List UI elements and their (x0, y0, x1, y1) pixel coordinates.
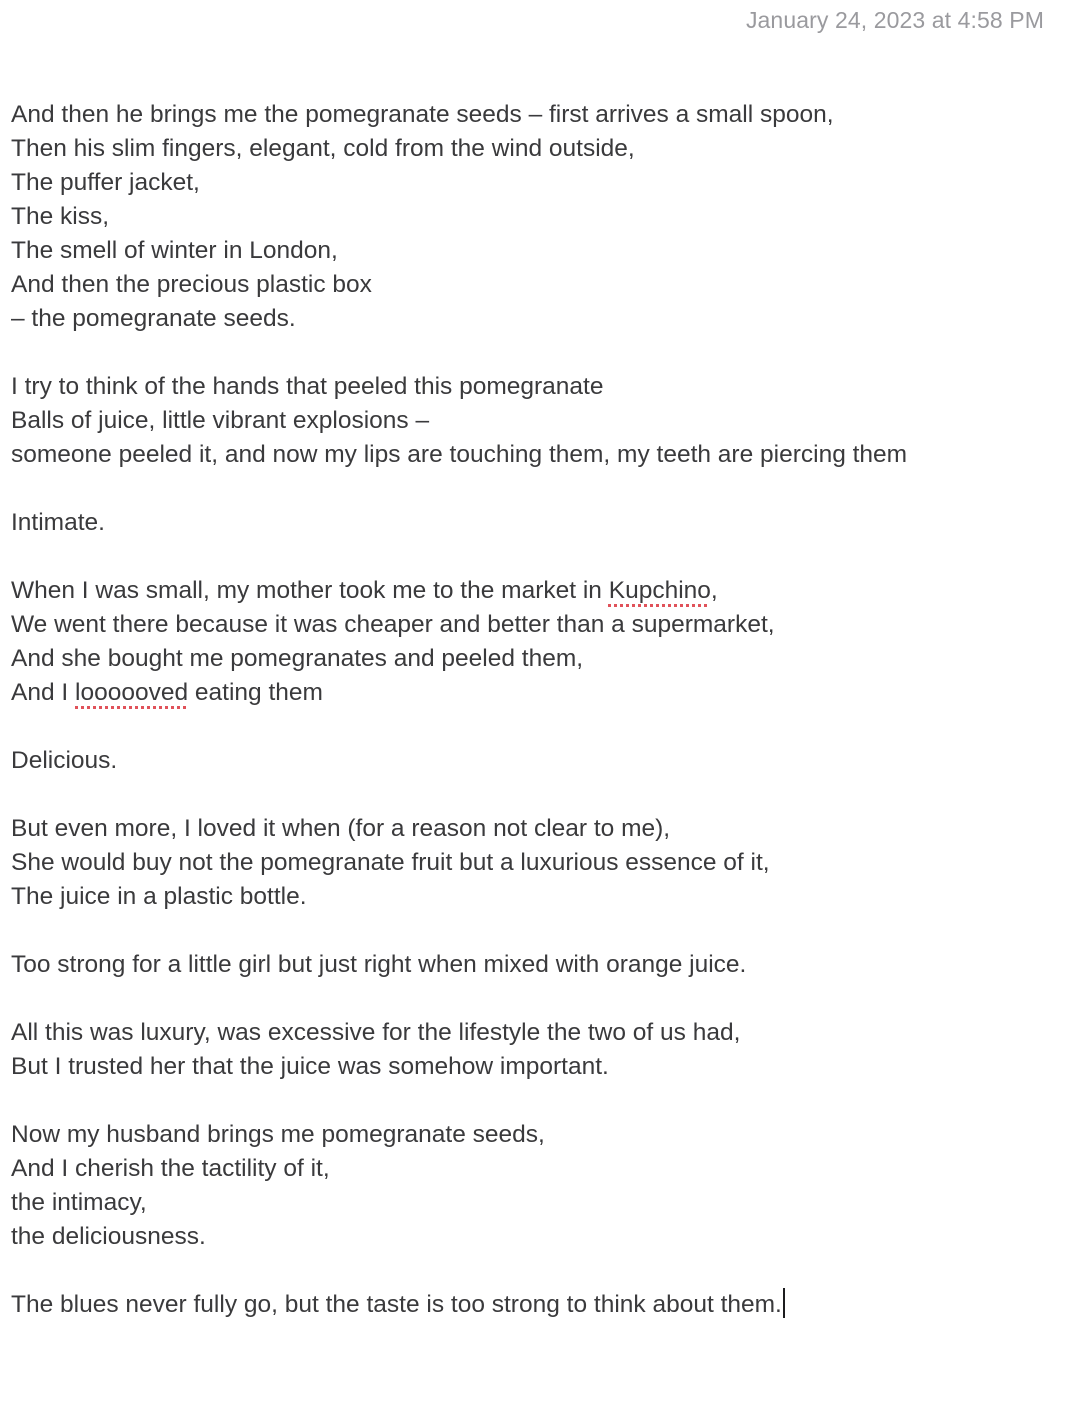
blank-line[interactable] (11, 1254, 1071, 1288)
note-line[interactable]: the deliciousness. (11, 1223, 206, 1250)
note-line[interactable] (11, 676, 1071, 710)
note-line[interactable]: But I trusted her that the juice was somehow important. (11, 1053, 609, 1080)
blank-line[interactable] (11, 472, 1071, 506)
note-line[interactable]: The kiss, (11, 203, 110, 230)
blank-line[interactable] (11, 778, 1071, 812)
note-line[interactable]: And she bought me pomegranates and peeled them, (11, 645, 584, 672)
note-line[interactable]: Now my husband brings me pomegranate seeds, (11, 1121, 545, 1148)
blank-line[interactable] (11, 710, 1071, 744)
note-line[interactable]: But even more, I loved it when (for a reason not clear to me), (11, 815, 671, 842)
note-line[interactable]: We went there because it was cheaper and better than a supermarket, (11, 611, 775, 638)
line-text: And I (11, 679, 76, 706)
blank-line[interactable] (11, 982, 1071, 1016)
note-line[interactable]: She would buy not the pomegranate fruit but a luxurious essence of it, (11, 849, 770, 876)
line-text: The blues never fully go, but the taste is too strong to think about them. (11, 1291, 782, 1318)
note-line[interactable]: someone peeled it, and now my lips are touching them, my teeth are piercing them (11, 441, 908, 468)
note-line[interactable]: And I cherish the tactility of it, (11, 1155, 330, 1182)
line-text: eating them (188, 679, 323, 706)
note-body[interactable] (11, 98, 1071, 1322)
note-line[interactable]: The puffer jacket, (11, 169, 200, 196)
note-line[interactable]: Intimate. (11, 509, 105, 536)
text-cursor (783, 1288, 785, 1318)
note-line[interactable]: Delicious. (11, 747, 118, 774)
blank-line[interactable] (11, 336, 1071, 370)
blank-line[interactable] (11, 540, 1071, 574)
line-text: , (710, 577, 718, 604)
misspelled-word[interactable]: Kupchino (608, 577, 711, 604)
note-line[interactable] (11, 574, 1071, 608)
note-line[interactable]: – the pomegranate seeds. (11, 305, 296, 332)
note-line[interactable]: Balls of juice, little vibrant explosions – (11, 407, 430, 434)
note-line[interactable]: The smell of winter in London, (11, 237, 338, 264)
misspelled-word[interactable]: loooooved (75, 679, 189, 706)
note-line[interactable]: I try to think of the hands that peeled this pomegranate (11, 373, 604, 400)
note-timestamp: January 24, 2023 at 4:58 PM (745, 7, 1044, 33)
line-text: When I was small, my mother took me to the market in (11, 577, 609, 604)
note-line-last[interactable] (11, 1288, 1071, 1322)
note-line[interactable]: Then his slim fingers, elegant, cold from the wind outside, (11, 135, 635, 162)
note-line[interactable]: And then the precious plastic box (11, 271, 372, 298)
note-line[interactable]: And then he brings me the pomegranate seeds – first arrives a small spoon, (11, 101, 834, 128)
note-line[interactable]: The juice in a plastic bottle. (11, 883, 307, 910)
blank-line[interactable] (11, 914, 1071, 948)
blank-line[interactable] (11, 1084, 1071, 1118)
note-line[interactable]: All this was luxury, was excessive for the lifestyle the two of us had, (11, 1019, 741, 1046)
note-line[interactable]: Too strong for a little girl but just right when mixed with orange juice. (11, 951, 747, 978)
note-line[interactable]: the intimacy, (11, 1189, 147, 1216)
